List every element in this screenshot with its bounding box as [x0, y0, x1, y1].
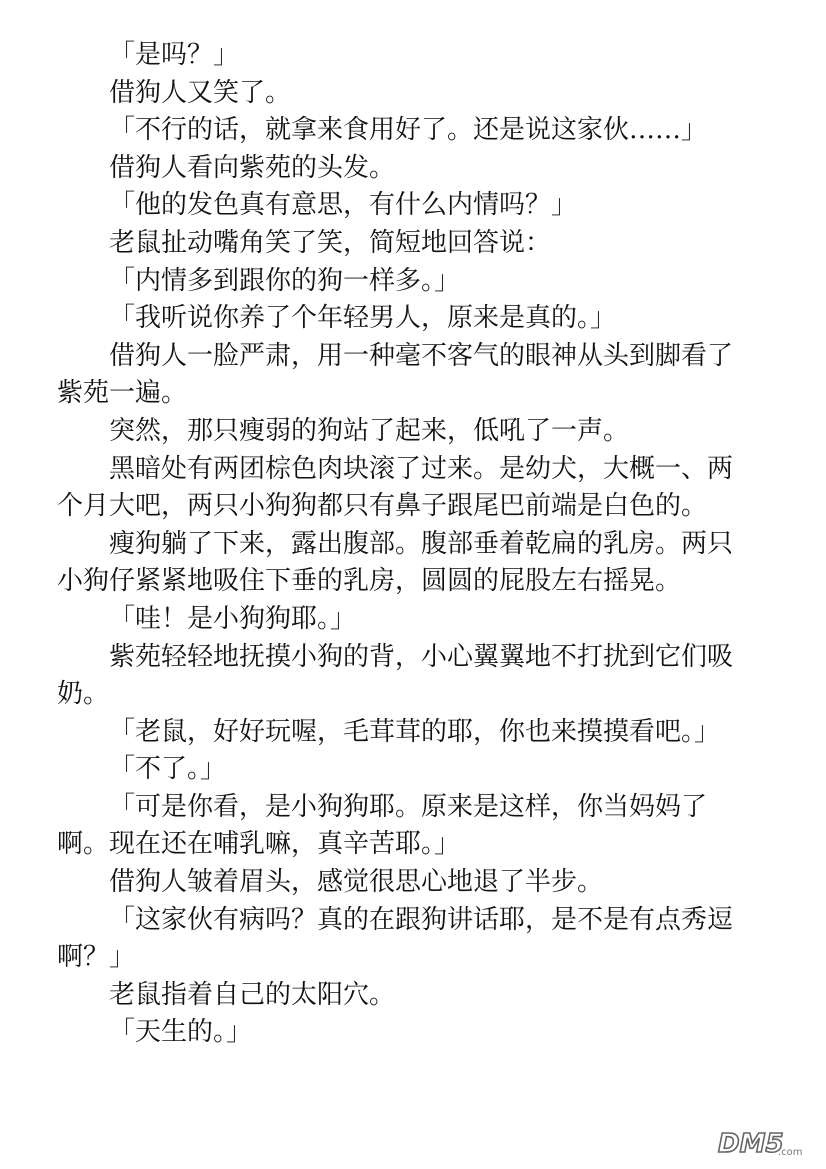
paragraph-line: 「这家伙有病吗？真的在跟狗讲话耶，是不是有点秀逗	[109, 904, 734, 935]
paragraph-line: 黑暗处有两团棕色肉块滚了过来。是幼犬，大概一、两	[109, 453, 734, 484]
paragraph-line: 借狗人一脸严肃，用一种毫不客气的眼神从头到脚看了	[109, 340, 734, 371]
paragraph-line: 借狗人看向紫苑的头发。	[109, 152, 396, 183]
paragraph-line: 「我听说你养了个年轻男人，原来是真的。」	[109, 303, 617, 334]
paragraph-line: 借狗人又笑了。	[109, 77, 292, 108]
novel-text	[57, 37, 757, 1052]
paragraph-continuation-line: 啊？」	[57, 942, 136, 973]
paragraph-continuation-line: 个月大吧，两只小狗狗都只有鼻子跟尾巴前端是白色的。	[57, 491, 708, 522]
paragraph-continuation-line: 奶。	[57, 679, 110, 710]
paragraph-line: 老鼠扯动嘴角笑了笑，简短地回答说：	[109, 227, 552, 258]
paragraph-line: 「哇！是小狗狗耶。」	[109, 603, 357, 634]
watermark-suffix: .com	[778, 1147, 803, 1158]
paragraph-continuation-line: 紫苑一遍。	[57, 378, 188, 409]
paragraph-line: 「不行的话，就拿来食用好了。还是说这家伙……」	[109, 115, 708, 146]
paragraph-line: 「可是你看，是小狗狗耶。原来是这样，你当妈妈了	[109, 791, 708, 822]
paragraph-line: 「内情多到跟你的狗一样多。」	[109, 265, 461, 296]
paragraph-line: 「不了。」	[109, 754, 227, 785]
paragraph-line: 借狗人皱着眉头，感觉很思心地退了半步。	[109, 867, 604, 898]
dm5-watermark-logo	[712, 1125, 812, 1159]
paragraph-line: 「天生的。」	[109, 1017, 253, 1048]
paragraph-line: 瘦狗躺了下来，露出腹部。腹部垂着乾扁的乳房。两只	[109, 528, 734, 559]
paragraph-line: 「是吗？」	[109, 40, 240, 70]
paragraph-line: 老鼠指着自己的太阳穴。	[109, 979, 396, 1010]
watermark-text: DM5	[718, 1129, 784, 1159]
paragraph-line: 「老鼠，好好玩喔，毛茸茸的耶，你也来摸摸看吧。」	[109, 716, 721, 747]
paragraph-line: 「他的发色真有意思，有什么内情吗？」	[109, 190, 578, 221]
paragraph-line: 突然，那只瘦弱的狗站了起来，低吼了一声。	[109, 415, 630, 446]
paragraph-line: 紫苑轻轻地抚摸小狗的背，小心翼翼地不打扰到它们吸	[109, 641, 734, 672]
paragraph-continuation-line: 啊。现在还在哺乳嘛，真辛苦耶。」	[57, 829, 461, 860]
paragraph-continuation-line: 小狗仔紧紧地吸住下垂的乳房，圆圆的屁股左右摇晃。	[57, 566, 682, 597]
